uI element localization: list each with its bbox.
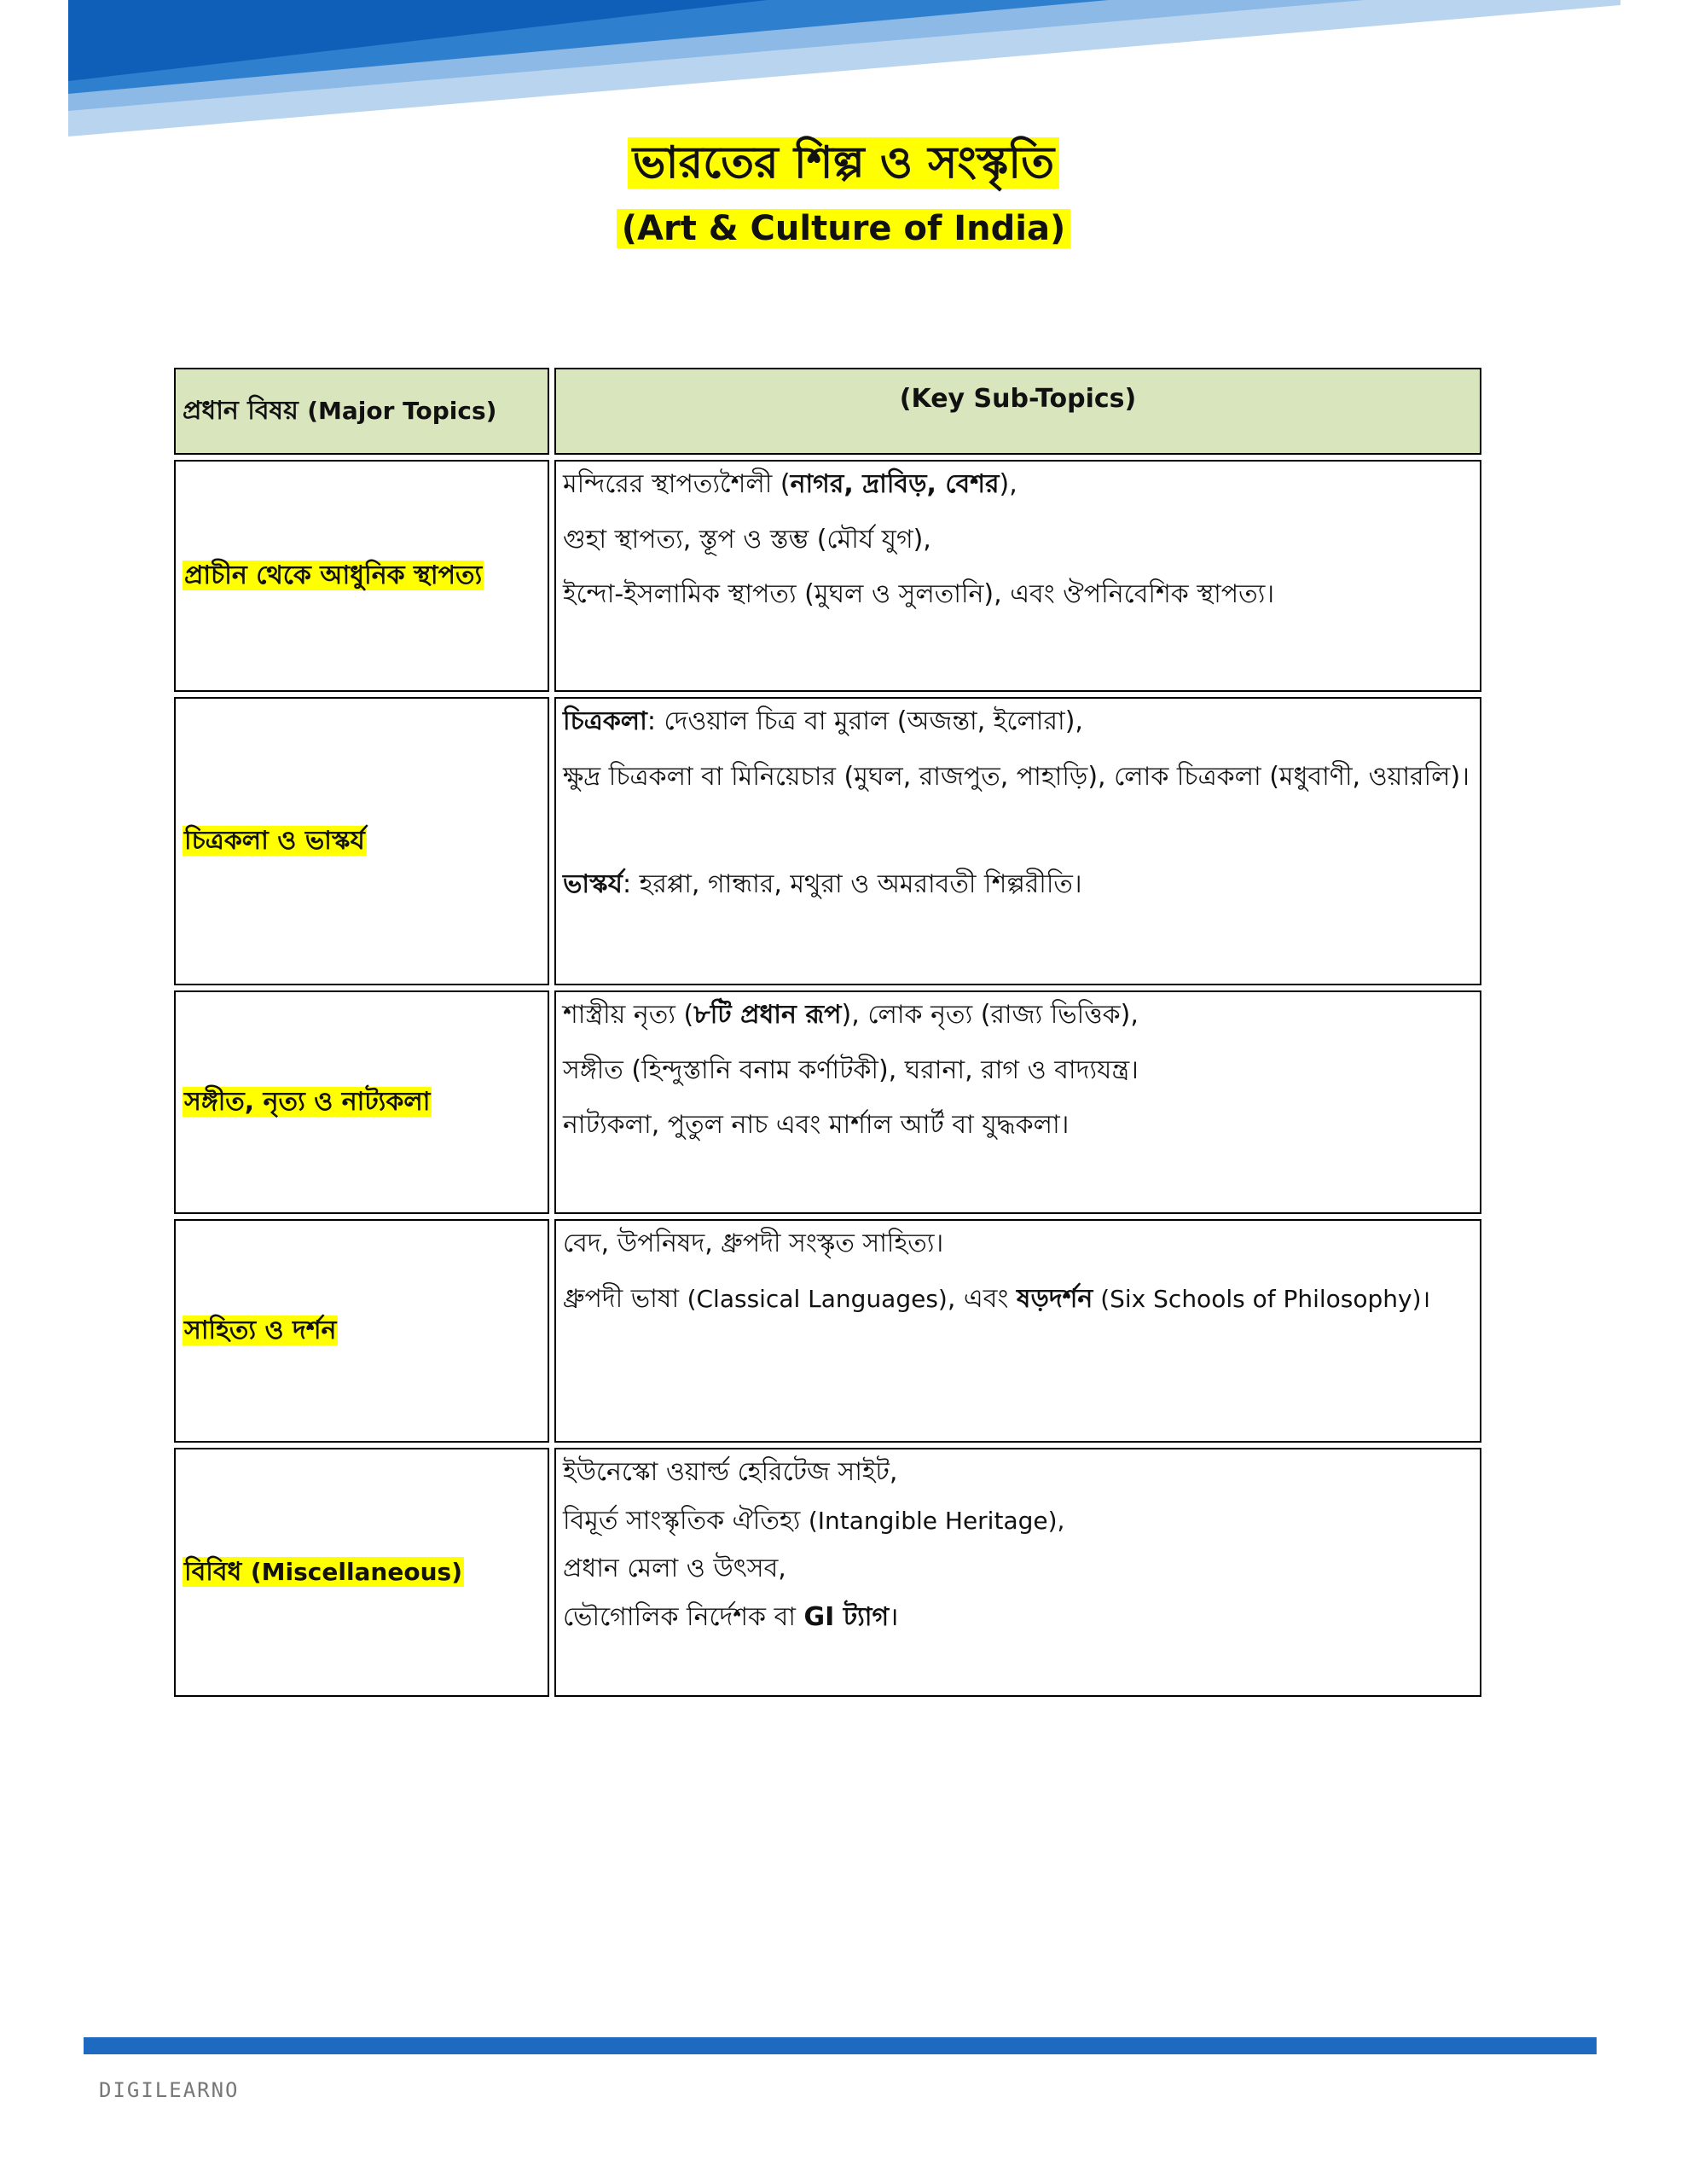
subtopic-line: গুহা স্থাপত্য, স্তূপ ও স্তম্ভ (মৌর্য যুগ), [563, 524, 931, 555]
table-header-row [174, 368, 1481, 455]
table-row [174, 1219, 1481, 1443]
table-row [174, 697, 1481, 985]
subtopic-line: ভাস্কর্য: হরপ্পা, গান্ধার, মথুরা ও অমরাবতী শিল্পরীতি। [563, 869, 1082, 900]
topics-table [169, 363, 1487, 1702]
subtopic-cell [554, 990, 1481, 1214]
subtopic-line: প্রধান মেলা ও উৎসব, [563, 1554, 786, 1584]
topic-cell: চিত্রকলা ও ভাস্কর্য [174, 697, 549, 985]
subtopic-line: শাস্ত্রীয় নৃত্য (৮টি প্রধান রূপ), লোক নৃত্য (রাজ্য ভিত্তিক), [563, 1000, 1139, 1030]
subtopic-line: ভৌগোলিক নির্দেশক বা GI ট্যাগ। [563, 1601, 899, 1632]
subtopic-line: মন্দিরের স্থাপত্যশৈলী (নাগর, দ্রাবিড়, বেশর), [563, 469, 1017, 499]
subtopic-line: ধ্রুপদী ভাষা (Classical Languages), এবং ষড়দর্শন (Six Schools of Philosophy)। [563, 1283, 1431, 1314]
table-row [174, 460, 1481, 692]
topic-cell: সঙ্গীত, নৃত্য ও নাট্যকলা [174, 990, 549, 1214]
subtopic-cell [554, 697, 1481, 985]
subtopic-line: বিমূর্ত সাংস্কৃতিক ঐতিহ্য (Intangible Heritage), [563, 1505, 1065, 1536]
subtopic-line: ইন্দো-ইসলামিক স্থাপত্য (মুঘল ও সুলতানি), এবং ঔপনিবেশিক স্থাপত্য। [563, 579, 1275, 610]
subtopic-line: চিত্রকলা: দেওয়াল চিত্র বা মুরাল (অজন্তা, ইলোরা), [563, 706, 1083, 736]
table-row [174, 1448, 1481, 1697]
footer-bar [84, 2037, 1597, 2054]
subtopic-line: নাট্যকলা, পুতুল নাচ এবং মার্শাল আর্ট বা যুদ্ধকলা। [563, 1110, 1070, 1141]
brand-label: DIGILEARNO [99, 2078, 240, 2102]
title-english-text: (Art & Culture of India) [617, 209, 1071, 248]
title-english [0, 209, 1687, 248]
subtopic-line: বেদ, উপনিষদ, ধ্রুপদী সংস্কৃত সাহিত্য। [563, 1228, 944, 1258]
header-banner [0, 0, 1687, 145]
topic-cell: প্রাচীন থেকে আধুনিক স্থাপত্য [174, 460, 549, 692]
subtopic-cell [554, 460, 1481, 692]
subtopic-line: ইউনেস্কো ওয়ার্ল্ড হেরিটেজ সাইট, [563, 1457, 898, 1487]
topic-cell: বিবিধ (Miscellaneous) [174, 1448, 549, 1697]
title-bengali [0, 128, 1687, 202]
title-bengali-text: ভারতের শিল্প ও সংস্কৃতি [628, 137, 1059, 189]
subtopic-cell [554, 1448, 1481, 1697]
topic-cell: সাহিত্য ও দর্শন [174, 1219, 549, 1443]
header-major-topics: প্রধান বিষয় (Major Topics) [174, 368, 549, 455]
subtopic-line: ক্ষুদ্র চিত্রকলা বা মিনিয়েচার (মুঘল, রাজপুত, পাহাড়ি), লোক চিত্রকলা (মধুবাণী, ওয়ারলি)। [563, 761, 1470, 792]
header-key-subtopics: (Key Sub-Topics) [554, 368, 1481, 455]
subtopic-cell [554, 1219, 1481, 1443]
subtopic-line: সঙ্গীত (হিন্দুস্তানি বনাম কর্ণাটকী), ঘরানা, রাগ ও বাদ্যযন্ত্র। [563, 1054, 1139, 1085]
table-row [174, 990, 1481, 1214]
